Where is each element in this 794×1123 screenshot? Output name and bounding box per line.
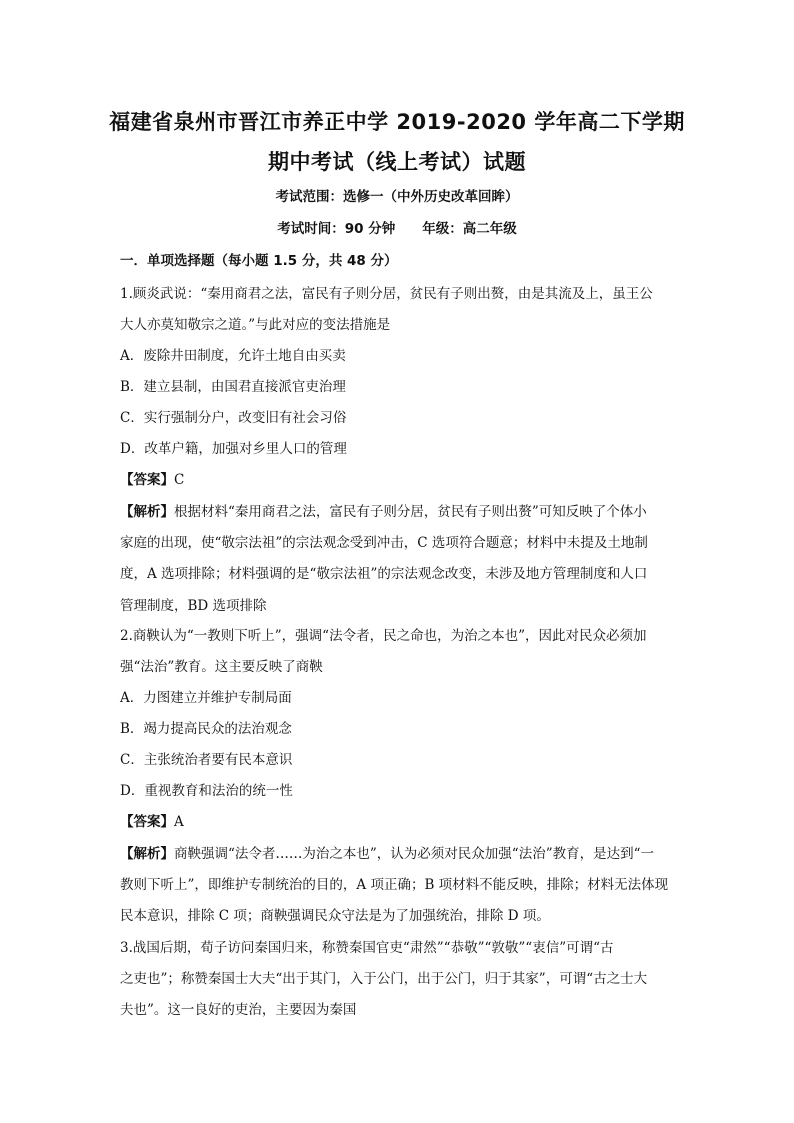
- exam-scope: 考试范围：选修一（中外历史改革回眸）: [275, 189, 519, 205]
- q1-option-c: C．实行强制分户，改变旧有社会习俗: [120, 410, 347, 426]
- q2-analysis-line3: 民本意识，排除 C 项；商鞅强调民众守法是为了加强统治，排除 D 项。: [120, 908, 550, 924]
- q2-option-b: B．竭力提高民众的法治观念: [120, 721, 292, 737]
- q2-stem-line2: 强“法治”教育。这主要反映了商鞅: [120, 659, 323, 675]
- document-title-line1: 福建省泉州市晋江市养正中学 2019-2020 学年高二下学期: [109, 110, 685, 134]
- q2-analysis-line1: [120, 842, 654, 862]
- q2-answer: [120, 810, 184, 830]
- analysis-text: 根据材料“秦用商君之法，富民有子则分居，贫民有子则出赘”可知反映了个体小: [174, 504, 647, 520]
- analysis-text: 商鞅强调“法令者……为治之本也”，认为必须对民众加强“法治”教育，是达到“一: [174, 846, 655, 862]
- q2-option-a: A．力图建立并维护专制局面: [120, 690, 292, 706]
- q1-analysis-line1: [120, 500, 647, 520]
- q1-stem-line1: 1.顾炎武说：“秦用商君之法，富民有子则分居，贫民有子则出赘，由是其流及上，虽王公: [120, 286, 653, 302]
- document-title-line2: 期中考试（线上考试）试题: [268, 150, 526, 174]
- answer-value: C: [174, 472, 185, 488]
- q1-stem-line2: 大人亦莫知敬宗之道。”与此对应的变法措施是: [120, 317, 391, 333]
- answer-tag: 【答案】: [120, 814, 174, 830]
- q1-answer: [120, 468, 184, 488]
- q2-option-c: C．主张统治者要有民本意识: [120, 752, 293, 768]
- q1-analysis-line2: 家庭的出现，使“敬宗法祖”的宗法观念受到冲击，C 选项符合题意；材料中未提及土地制: [120, 535, 648, 551]
- analysis-tag: 【解析】: [120, 504, 174, 520]
- q3-stem-line2: 之吏也”；称赞秦国士大夫“出于其门，入于公门，出于公门，归于其家”，可谓“古之士大: [120, 971, 648, 987]
- answer-value: A: [174, 814, 184, 830]
- q1-analysis-line3: 度，A 选项排除；材料强调的是“敬宗法祖”的宗法观念改变，未涉及地方管理制度和人口: [120, 566, 648, 582]
- q1-option-a: A．废除井田制度，允许土地自由买卖: [120, 348, 346, 364]
- answer-tag: 【答案】: [120, 472, 174, 488]
- q2-stem-line1: 2.商鞅认为“一教则下听上”，强调“法令者，民之命也，为治之本也”，因此对民众必须加: [120, 628, 647, 644]
- q1-option-d: D．改革户籍，加强对乡里人口的管理: [120, 441, 347, 457]
- q1-analysis-line4: 管理制度，BD 选项排除: [120, 598, 267, 614]
- section-heading: 一．单项选择题（每小题 1.5 分，共 48 分）: [120, 253, 398, 269]
- q2-analysis-line2: 教则下听上”，即维护专制统治的目的，A 项正确；B 项材料不能反映，排除；材料无法体现: [120, 877, 669, 893]
- q1-option-b: B．建立县制，由国君直接派官吏治理: [120, 379, 346, 395]
- exam-time-grade: 考试时间：90 分钟 年级：高二年级: [277, 221, 517, 237]
- q3-stem-line3: 夫也”。这一良好的吏治，主要因为秦国: [120, 1002, 357, 1018]
- q3-stem-line1: 3.战国后期，荀子访问秦国归来，称赞秦国官吏“肃然”“恭敬”“敦敬”“衷信”可谓“古: [120, 940, 614, 956]
- analysis-tag: 【解析】: [120, 846, 174, 862]
- q2-option-d: D．重视教育和法治的统一性: [120, 783, 293, 799]
